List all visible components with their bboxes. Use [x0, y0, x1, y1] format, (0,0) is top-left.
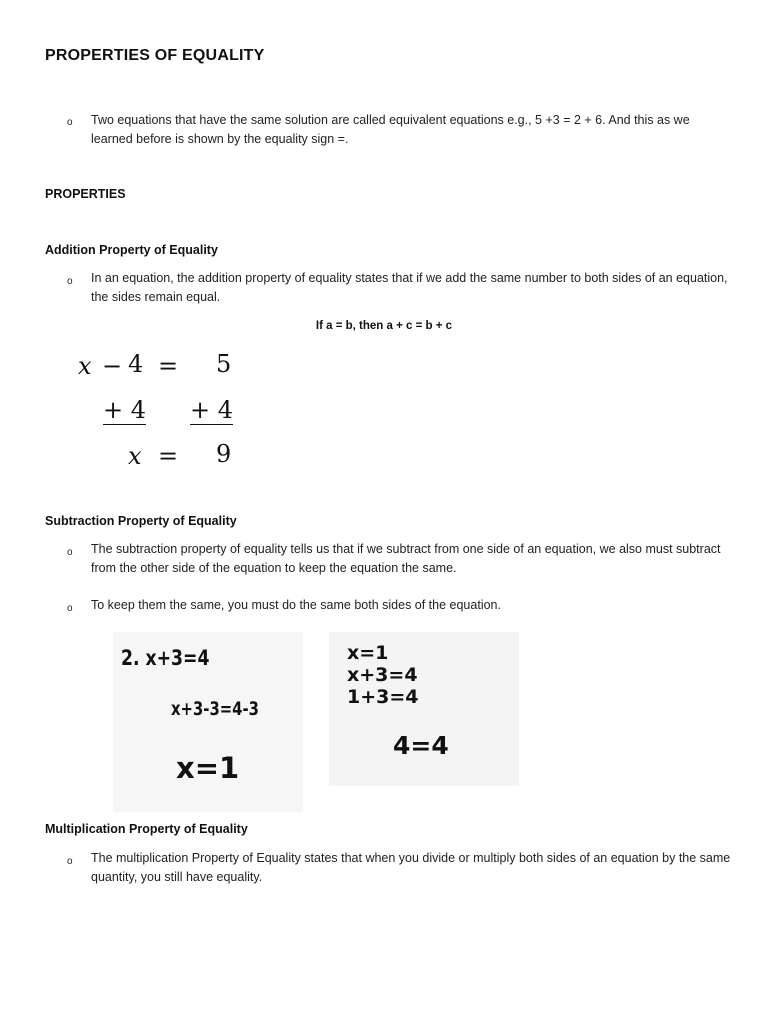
subtraction-heading: Subtraction Property of Equality	[45, 514, 237, 528]
addition-heading: Addition Property of Equality	[45, 243, 218, 257]
addition-example	[60, 340, 260, 480]
example-step-1: 2. x+3=4	[121, 646, 210, 670]
example-right-value: 5	[216, 350, 232, 378]
example-add-right: + 4	[190, 396, 234, 424]
check-step-4: 4=4	[393, 731, 449, 760]
multiplication-paragraph: The multiplication Property of Equality states that when you divide or multiply both sides of an equation by the same quantity, you still have equality.	[91, 851, 731, 884]
example-equals: =	[158, 442, 179, 470]
bullet-icon: o	[67, 856, 73, 867]
example-minus: −	[102, 352, 123, 380]
check-step-1: x=1	[347, 642, 389, 664]
example-variable: x	[78, 352, 92, 380]
addition-rule: If a = b, then a + c = b + c	[315, 320, 453, 332]
example-add-left: + 4	[103, 396, 147, 424]
example-number: 4	[128, 350, 144, 378]
subtraction-example-image-1	[113, 632, 303, 812]
subtraction-paragraph-1: The subtraction property of equality tells us that if we subtract from one side of an equation, we also must subtract from the other side of the equation to keep the equation the same.	[91, 542, 721, 575]
properties-heading: PROPERTIES	[45, 187, 126, 201]
multiplication-heading: Multiplication Property of Equality	[45, 822, 248, 836]
bullet-icon: o	[67, 547, 73, 558]
subtraction-paragraph-2: To keep them the same, you must do the same both sides of the equation.	[91, 598, 501, 612]
check-step-3: 1+3=4	[347, 686, 419, 708]
example-result: 9	[216, 440, 232, 468]
bullet-icon: o	[67, 603, 73, 614]
bullet-icon: o	[67, 117, 73, 128]
addition-paragraph: In an equation, the addition property of equality states that if we add the same number to both sides of an equation, the sides remain equal.	[91, 271, 728, 304]
example-equals: =	[158, 352, 179, 380]
intro-paragraph: Two equations that have the same solution are called equivalent equations e.g., 5 +3 = 2 + 6. And this as we learned before is shown by the equality sign =.	[91, 113, 690, 146]
example-step-3: x=1	[176, 751, 240, 785]
page-title: PROPERTIES OF EQUALITY	[45, 47, 265, 64]
bullet-icon: o	[67, 276, 73, 287]
subtraction-example-image-2	[329, 632, 519, 786]
example-variable: x	[128, 442, 142, 470]
check-step-2: x+3=4	[347, 664, 418, 686]
example-step-2: x+3-3=4-3	[171, 698, 259, 720]
